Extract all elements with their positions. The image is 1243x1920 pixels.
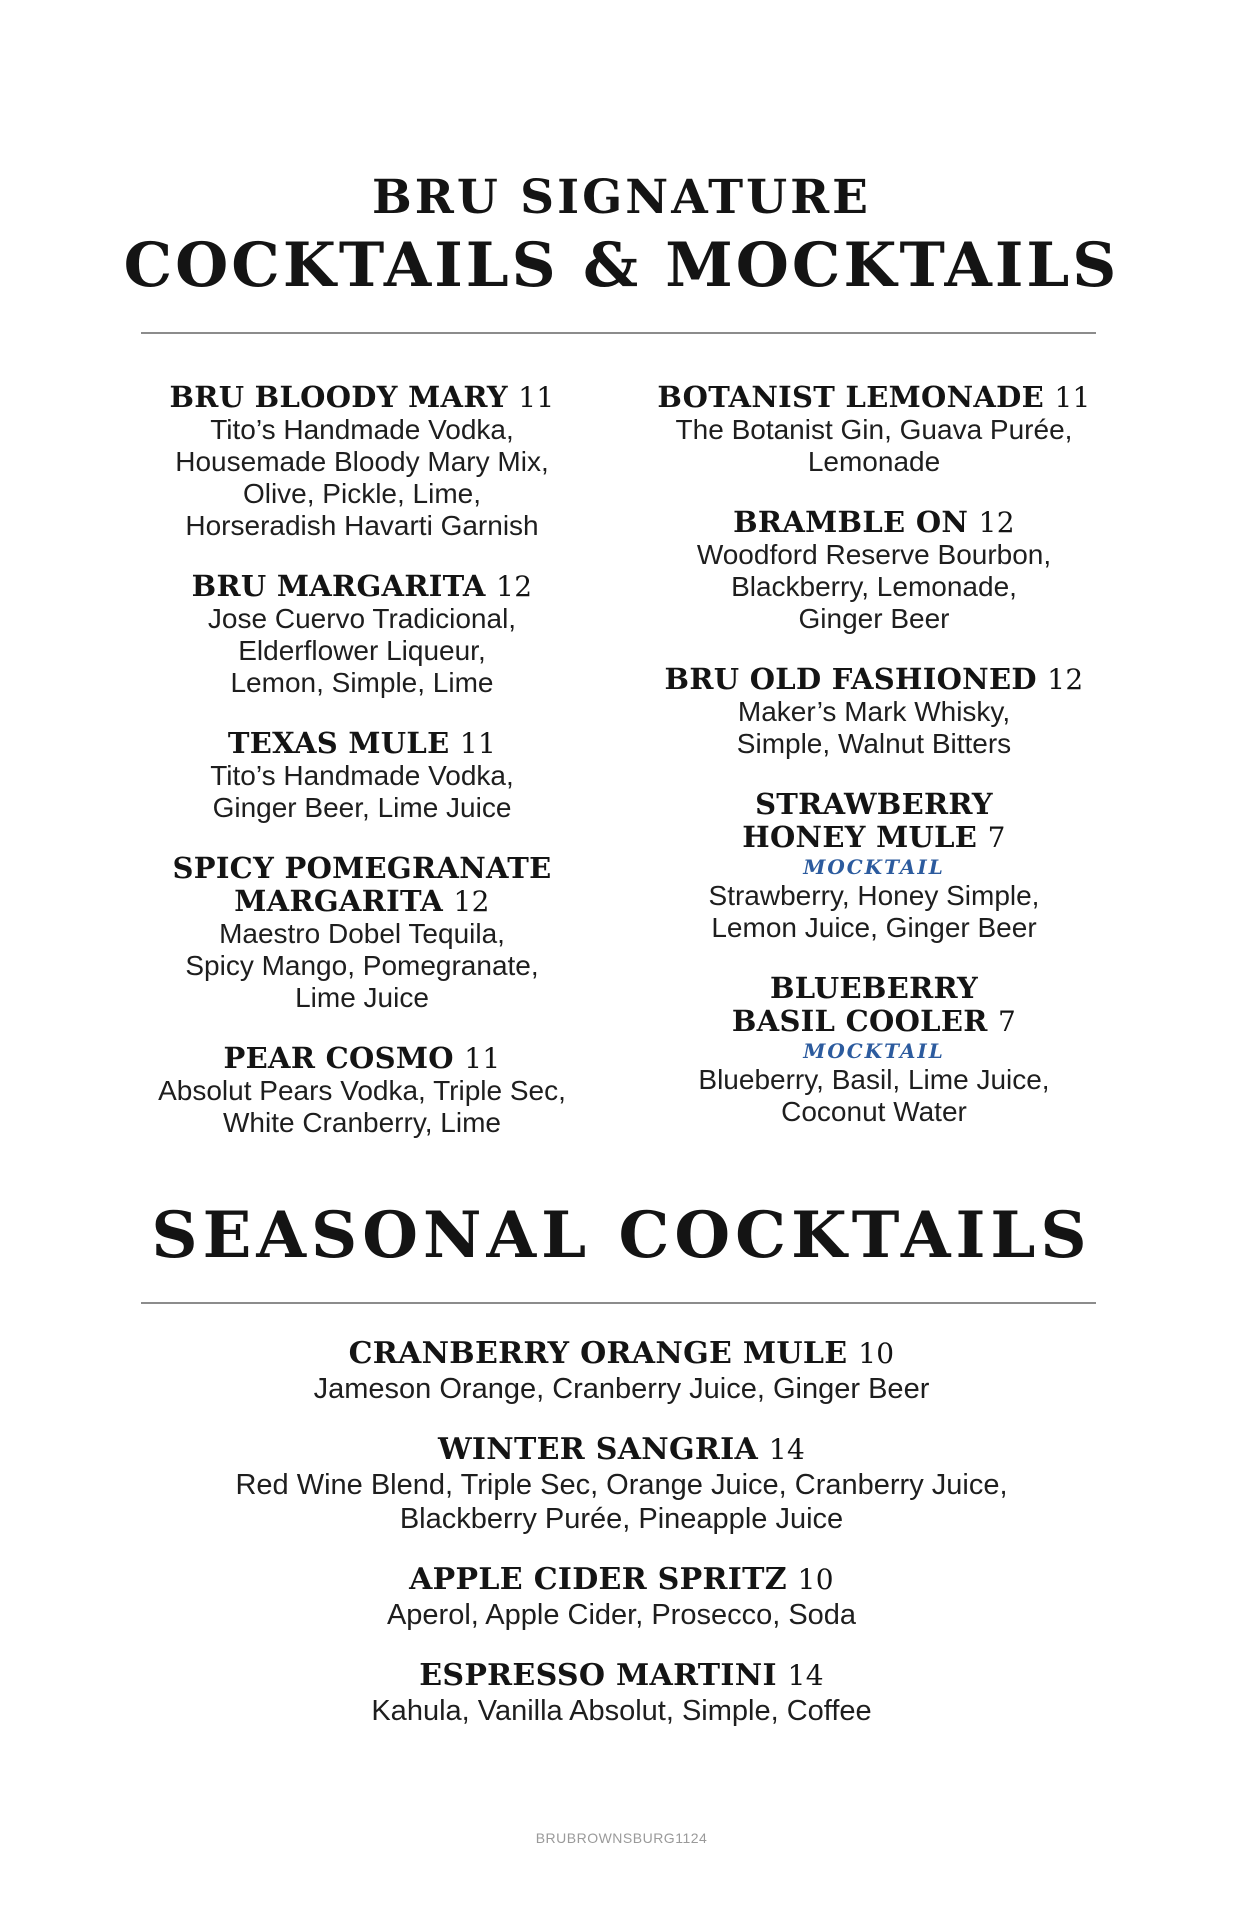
item-name [112, 381, 612, 414]
item-description: Olive, Pickle, Lime, [242, 478, 482, 509]
item-price: 11 [464, 1042, 501, 1075]
menu-item [100, 1336, 1143, 1406]
item-description: Horseradish Havarti Garnish [185, 510, 539, 541]
item-description: Elderflower Liqueur, [238, 635, 486, 666]
menu-item [112, 381, 612, 542]
item-name-text: MARGARITA [234, 884, 444, 918]
item-description: Spicy Mango, Pomegranate, [185, 950, 539, 981]
item-description: Maestro Dobel Tequila, [219, 918, 505, 949]
item-price: 11 [459, 727, 497, 760]
item-description: Red Wine Blend, Triple Sec, Orange Juice, Cranberry Juice, [235, 1469, 1008, 1501]
item-price: 12 [1047, 663, 1084, 696]
item-description: Coconut Water [781, 1096, 967, 1127]
item-name [624, 972, 1124, 1005]
item-description: Ginger Beer [798, 603, 950, 634]
item-description: Ginger Beer, Lime Juice [212, 792, 512, 823]
item-name-text: SPICY POMEGRANATE [172, 851, 552, 885]
item-name [112, 570, 612, 603]
item-name-text: BOTANIST LEMONADE [657, 380, 1045, 414]
item-name-text: HONEY MULE [742, 820, 978, 854]
item-name-text: ESPRESSO MARTINI [419, 1658, 777, 1693]
item-name [100, 1658, 1143, 1694]
item-price: 14 [787, 1659, 824, 1692]
item-name [624, 506, 1124, 539]
item-description: White Cranberry, Lime [222, 1107, 501, 1138]
item-description: Jameson Orange, Cranberry Juice, Ginger Beer [313, 1373, 930, 1405]
item-name [624, 821, 1124, 854]
item-name-text: BRU MARGARITA [191, 569, 486, 603]
item-description: Woodford Reserve Bourbon, [696, 539, 1052, 570]
item-name [112, 852, 612, 885]
menu-item [100, 1562, 1143, 1632]
signature-right-column [624, 381, 1124, 1156]
item-description: Blackberry, Lemonade, [731, 571, 1017, 602]
item-name-text: BASIL COOLER [731, 1004, 988, 1038]
menu-item [112, 570, 612, 699]
item-description: Kahula, Vanilla Absolut, Simple, Coffee [371, 1695, 872, 1727]
item-price: 12 [453, 885, 490, 918]
item-name-text: APPLE CIDER SPRITZ [409, 1562, 787, 1597]
item-name [624, 663, 1124, 696]
menu-item [112, 1042, 612, 1139]
heading-line-2: COCKTAILS & MOCKTAILS [123, 230, 1120, 301]
item-description: Blueberry, Basil, Lime Juice, [698, 1064, 1050, 1095]
seasonal-heading [0, 1196, 1243, 1276]
item-name [624, 788, 1124, 821]
item-description: Lemon Juice, Ginger Beer [711, 912, 1037, 943]
item-price: 12 [496, 570, 533, 603]
section-divider [141, 1302, 1096, 1304]
item-description: Lime Juice [295, 982, 429, 1013]
heading-line-1: BRU SIGNATURE [372, 170, 871, 225]
item-name-text: BRU BLOODY MARY [169, 380, 508, 414]
item-name-text: WINTER SANGRIA [437, 1432, 759, 1467]
item-name-text: TEXAS MULE [227, 726, 450, 760]
menu-item [100, 1658, 1143, 1728]
item-description: Housemade Bloody Mary Mix, [175, 446, 549, 477]
seasonal-title: SEASONAL COCKTAILS [151, 1198, 1092, 1273]
item-name [112, 727, 612, 760]
item-description: Strawberry, Honey Simple, [708, 880, 1040, 911]
item-description: Absolut Pears Vodka, Triple Sec, [158, 1075, 566, 1106]
item-name [112, 885, 612, 918]
mocktail-badge: MOCKTAIL [803, 855, 945, 879]
item-name-text: BRAMBLE ON [733, 505, 969, 539]
menu-item [100, 1432, 1143, 1536]
footer-code: BRUBROWNSBURG1124 [535, 1830, 708, 1846]
menu-item [624, 663, 1124, 760]
item-price: 7 [987, 821, 1006, 854]
seasonal-list [100, 1336, 1143, 1754]
item-name [100, 1562, 1143, 1598]
item-name [100, 1336, 1143, 1372]
item-description: Aperol, Apple Cider, Prosecco, Soda [386, 1599, 857, 1631]
item-description: Maker’s Mark Whisky, [737, 696, 1011, 727]
item-description: Tito’s Handmade Vodka, [210, 414, 514, 445]
menu-item [624, 381, 1124, 478]
item-description: Lemonade [807, 446, 941, 477]
item-description: Jose Cuervo Tradicional, [207, 603, 517, 634]
item-name-text: CRANBERRY ORANGE MULE [348, 1336, 848, 1371]
mocktail-badge: MOCKTAIL [803, 1039, 945, 1063]
item-name-text: BRU OLD FASHIONED [664, 662, 1037, 696]
signature-heading [0, 168, 1243, 304]
item-name-text: STRAWBERRY [755, 787, 993, 821]
item-description: Simple, Walnut Bitters [736, 728, 1012, 759]
item-name-text: BLUEBERRY [769, 971, 979, 1005]
menu-item [624, 788, 1124, 944]
signature-left-column [112, 381, 612, 1167]
item-price: 11 [518, 381, 555, 414]
item-price: 14 [768, 1433, 806, 1466]
section-divider [141, 332, 1096, 334]
item-name [624, 1005, 1124, 1038]
item-price: 10 [858, 1337, 895, 1370]
item-name [112, 1042, 612, 1075]
item-price: 12 [978, 506, 1015, 539]
item-price: 7 [998, 1005, 1017, 1038]
item-description: Tito’s Handmade Vodka, [210, 760, 514, 791]
item-name [100, 1432, 1143, 1468]
item-price: 11 [1054, 381, 1091, 414]
item-description: Blackberry Purée, Pineapple Juice [399, 1503, 844, 1535]
menu-item [112, 852, 612, 1014]
item-description: The Botanist Gin, Guava Purée, [675, 414, 1073, 445]
menu-item [112, 727, 612, 824]
item-price: 10 [797, 1563, 834, 1596]
menu-item [624, 972, 1124, 1128]
item-name-text: PEAR COSMO [223, 1041, 454, 1075]
item-description: Lemon, Simple, Lime [230, 667, 494, 698]
item-name [624, 381, 1124, 414]
menu-item [624, 506, 1124, 635]
